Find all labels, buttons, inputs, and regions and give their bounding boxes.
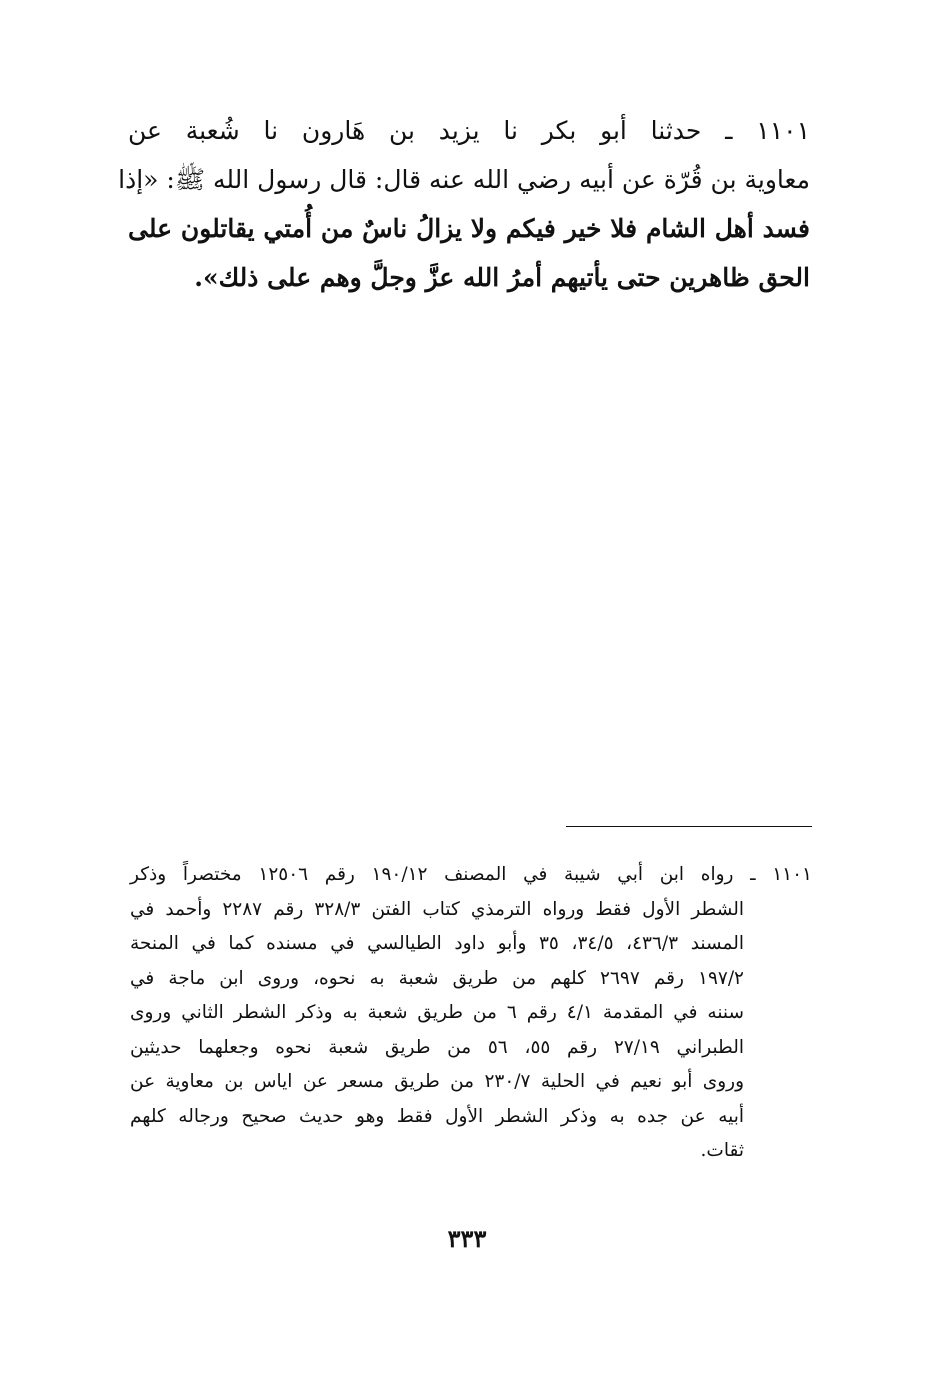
hadith-line-2: معاوية بن قُرّة عن أبيه رضي الله عنه قال: قال رسول الله ﷺ: «إذا [118, 165, 810, 194]
footnote-line-2: الشطر الأول فقط ورواه الترمذي كتاب الفتن ٣٢٨/٣ رقم ٢٢٨٧ وأحمد في [130, 898, 744, 920]
footnote-line-8: أبيه عن جده به وذكر الشطر الأول فقط وهو حديث صحيح ورجاله كلهم [130, 1105, 744, 1127]
footnote-line-1: ١١٠١ ـ رواه ابن أبي شيبة في المصنف ١٩٠/١٢ رقم ١٢٥٠٦ مختصراً وذكر [130, 864, 812, 885]
footnote-line-9: ثقات. [700, 1140, 744, 1161]
hadith-text [118, 106, 810, 302]
footnote-line-5: سننه في المقدمة ٤/١ رقم ٦ من طريق شعبة به وذكر الشطر الثاني وروى [130, 1002, 744, 1023]
hadith-line-3: فسد أهل الشام فلا خير فيكم ولا يزالُ ناسٌ من أُمتي يقاتلون على [128, 214, 810, 243]
footnote-line-4: ١٩٧/٢ رقم ٢٦٩٧ كلهم من طريق شعبة به نحوه، وروى ابن ماجة في [130, 967, 744, 989]
footnote-separator [566, 826, 812, 827]
footnote [130, 858, 812, 1169]
page-number: ٣٣٣ [447, 1224, 487, 1253]
footnote-line-3: المسند ٤٣٦/٣، ٣٤/٥، ٣٥ وأبو داود الطيالسي في مسنده كما في المنحة [130, 933, 744, 954]
footnote-line-6: الطبراني ٢٧/١٩ رقم ٥٥، ٥٦ من طريق شعبة نحوه وجعلهما حديثين [130, 1036, 744, 1058]
hadith-line-4: الحق ظاهرين حتى يأتيهم أمرُ الله عزَّ وجلَّ وهم على ذلك». [194, 263, 810, 292]
hadith-line-1: ١١٠١ ـ حدثنا أبو بكر نا يزيد بن هَارون نا شُعبة عن [128, 116, 810, 145]
footnote-line-7: وروى أبو نعيم في الحلية ٢٣٠/٧ من طريق مسعر عن اياس بن معاوية عن [130, 1071, 745, 1092]
